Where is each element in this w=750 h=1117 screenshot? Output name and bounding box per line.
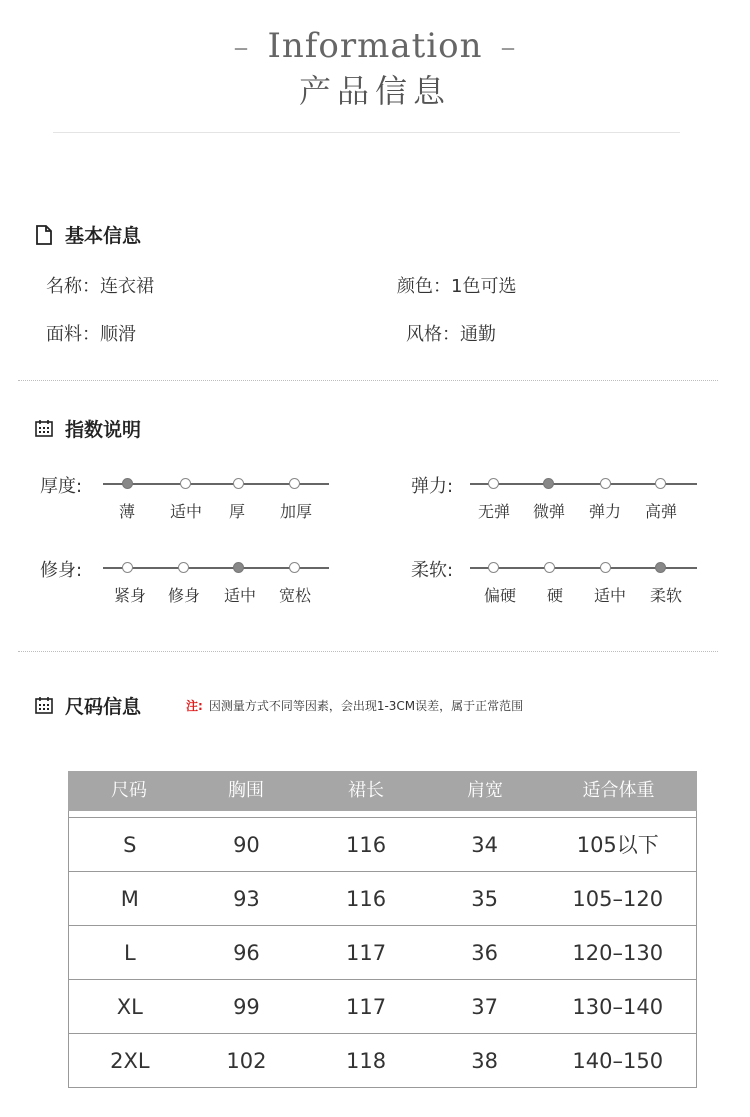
header-title-en <box>0 26 750 66</box>
scale-fit-dot-0 <box>122 562 133 573</box>
section-basic-title <box>34 221 141 248</box>
header-dash-left: – <box>233 30 250 65</box>
size-table-header-cell: 裙长 <box>348 780 384 801</box>
table-cell: 130–140 <box>572 995 664 1019</box>
table-row <box>68 1033 697 1088</box>
field-fabric-value: 顺滑 <box>100 324 136 345</box>
scale-fit-dot-1 <box>178 562 189 573</box>
size-note <box>186 697 523 714</box>
table-cell: 93 <box>233 887 260 911</box>
table-cell: 120–130 <box>572 941 664 965</box>
table-cell: 140–150 <box>572 1049 664 1073</box>
table-cell: 117 <box>346 941 387 965</box>
scale-soft-dot-3 <box>655 562 666 573</box>
field-fabric <box>46 320 136 346</box>
size-table-header-cell: 尺码 <box>111 780 147 801</box>
scale-soft-option-3: 柔软 <box>649 586 682 605</box>
scale-thickness-option-1: 适中 <box>169 502 202 521</box>
scale-elastic-label: 弹力: <box>411 476 454 497</box>
scale-elastic-option-2: 弹力 <box>588 502 621 521</box>
scale-thickness-option-3: 加厚 <box>279 502 312 521</box>
table-cell: 102 <box>226 1049 267 1073</box>
table-cell: 90 <box>233 833 260 857</box>
field-name-label: 名称： <box>46 276 100 297</box>
scale-fit-option-1: 修身 <box>167 586 200 605</box>
scale-fit-dot-3 <box>289 562 300 573</box>
scale-soft-label: 柔软: <box>411 560 454 581</box>
document-icon <box>34 224 56 246</box>
section-size-label: 尺码信息 <box>65 696 142 718</box>
scale-elastic-dot-0 <box>488 478 499 489</box>
size-table-header-cell: 肩宽 <box>467 780 503 801</box>
scale-soft-option-0: 偏硬 <box>483 586 516 605</box>
field-style <box>406 320 496 346</box>
field-color-value: 1色可选 <box>451 276 517 297</box>
scale-thickness-option-0: 薄 <box>118 502 135 521</box>
table-cell: 116 <box>346 833 387 857</box>
size-table-header-cell: 胸围 <box>228 780 264 801</box>
table-cell: 96 <box>233 941 260 965</box>
scale-thickness-dot-1 <box>180 478 191 489</box>
scale-thickness-label: 厚度: <box>40 476 83 497</box>
table-cell: L <box>123 941 136 965</box>
header-divider <box>53 132 680 133</box>
field-style-value: 通勤 <box>460 324 496 345</box>
calendar-icon <box>34 418 56 440</box>
table-cell: XL <box>116 995 143 1019</box>
table-row <box>68 871 697 925</box>
section-index-title <box>34 415 141 442</box>
table-cell: 2XL <box>110 1049 150 1073</box>
scale-fit-dot-2 <box>233 562 244 573</box>
table-cell: 37 <box>471 995 499 1019</box>
table-cell: 118 <box>346 1049 387 1073</box>
table-cell: 99 <box>233 995 260 1019</box>
header-dash-right: – <box>500 30 517 65</box>
size-table-header-cell: 适合体重 <box>582 780 655 801</box>
table-cell: 117 <box>346 995 387 1019</box>
size-table <box>68 771 697 1088</box>
scale-fit-option-0: 紧身 <box>113 586 146 605</box>
scale-soft-option-1: 硬 <box>546 586 563 605</box>
field-style-label: 风格： <box>406 324 460 345</box>
section-size-title <box>34 692 141 719</box>
table-cell: 105以下 <box>576 833 659 857</box>
scale-elastic-option-3: 高弹 <box>644 502 677 521</box>
field-color-label: 颜色： <box>397 276 451 297</box>
header-title-cn: 产品信息 <box>298 72 451 110</box>
scale-thickness-dot-3 <box>289 478 300 489</box>
scale-thickness-dot-2 <box>233 478 244 489</box>
scale-fit-label: 修身: <box>40 560 83 581</box>
table-cell: 34 <box>471 833 499 857</box>
size-note-text: 因测量方式不同等因素，会出现1-3CM误差，属于正常范围 <box>208 699 524 713</box>
header-title-en-text: Information <box>267 26 483 66</box>
table-cell: M <box>120 887 139 911</box>
field-name-value: 连衣裙 <box>100 276 154 297</box>
calendar-icon <box>34 695 56 717</box>
table-cell: 105–120 <box>572 887 664 911</box>
scale-elastic-dot-3 <box>655 478 666 489</box>
size-note-prefix: 注: <box>186 699 203 713</box>
table-row <box>68 925 697 979</box>
table-cell: 116 <box>346 887 387 911</box>
scale-soft-dot-2 <box>600 562 611 573</box>
field-color <box>397 272 516 298</box>
scale-soft-option-2: 适中 <box>593 586 626 605</box>
table-cell: 38 <box>471 1049 499 1073</box>
scale-fit-option-3: 宽松 <box>278 586 311 605</box>
table-cell: 36 <box>471 941 499 965</box>
section-divider <box>18 380 718 381</box>
scale-soft-dot-0 <box>488 562 499 573</box>
section-index-label: 指数说明 <box>65 419 142 441</box>
field-name <box>46 272 154 298</box>
size-table-header <box>68 771 697 811</box>
table-row <box>68 979 697 1033</box>
scale-elastic-dot-1 <box>543 478 554 489</box>
section-divider <box>18 651 718 652</box>
scale-elastic-option-0: 无弹 <box>477 502 510 521</box>
section-basic-label: 基本信息 <box>65 225 142 247</box>
field-fabric-label: 面料： <box>46 324 100 345</box>
scale-thickness-dot-0 <box>122 478 133 489</box>
table-cell: 35 <box>471 887 499 911</box>
table-cell: S <box>123 833 137 857</box>
scale-elastic-dot-2 <box>600 478 611 489</box>
scale-thickness-option-2: 厚 <box>228 502 245 521</box>
scale-soft-dot-1 <box>544 562 555 573</box>
scale-elastic-option-1: 微弹 <box>532 502 565 521</box>
table-row <box>68 817 697 871</box>
scale-fit-option-2: 适中 <box>223 586 256 605</box>
